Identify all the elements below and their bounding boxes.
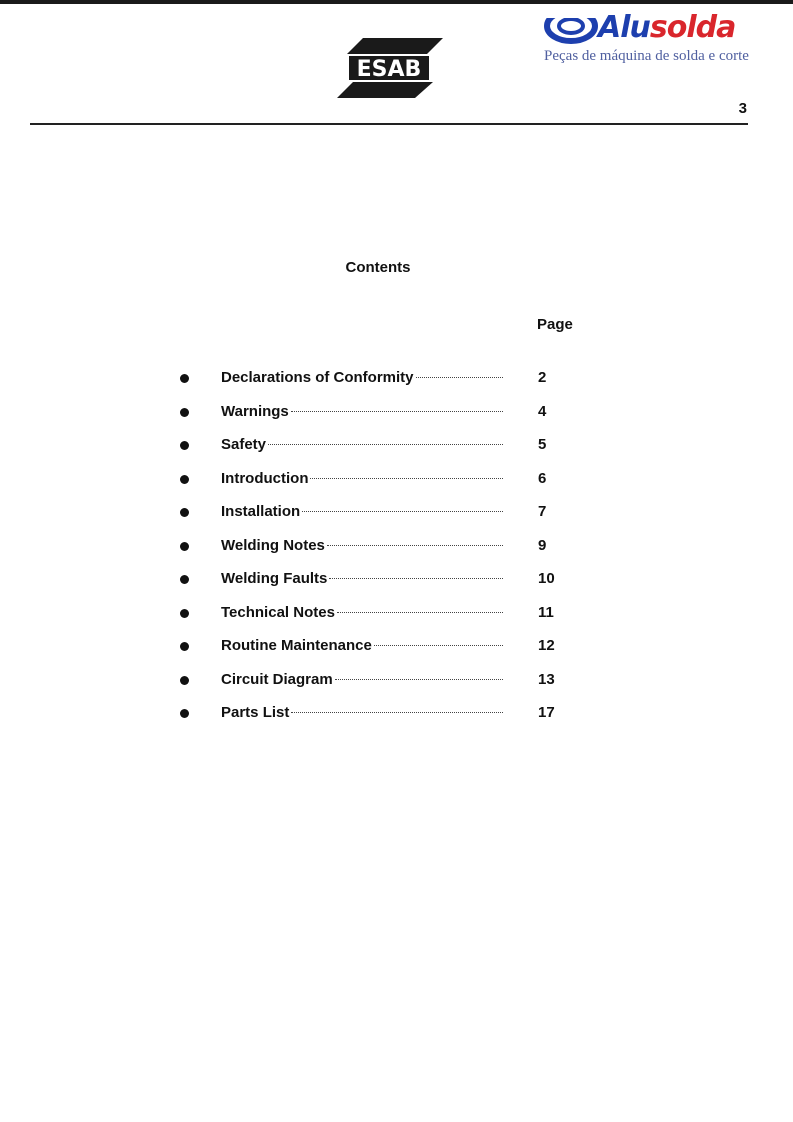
- toc-page-number: 11: [538, 603, 554, 621]
- toc-entry: [0, 400, 793, 434]
- esab-logo: [335, 38, 445, 100]
- toc-link-welding-faults[interactable]: [221, 567, 503, 591]
- toc-link-circuit-diagram[interactable]: [221, 668, 503, 692]
- toc-entry: [0, 668, 793, 702]
- bullet-icon: [180, 441, 189, 450]
- alusolda-name-part-2: solda: [649, 10, 736, 45]
- toc-leader: [374, 644, 503, 646]
- contents-title: Contents: [345, 259, 411, 276]
- toc-page-number: 6: [538, 469, 547, 487]
- toc-entry: [0, 634, 793, 668]
- alusolda-name-part-1: Alu: [598, 10, 650, 45]
- toc-entry: [0, 500, 793, 534]
- toc-leader: [416, 376, 503, 378]
- toc-leader: [291, 410, 503, 412]
- toc-label: Circuit Diagram: [221, 670, 333, 688]
- toc-label: Technical Notes: [221, 603, 335, 621]
- toc-page-number: 7: [538, 503, 547, 520]
- toc-page-number: 2: [538, 369, 547, 386]
- toc-link-welding-notes[interactable]: [221, 534, 503, 558]
- toc-leader: [327, 544, 503, 546]
- bullet-icon: [180, 508, 189, 517]
- toc-label: Introduction: [221, 469, 309, 487]
- toc-page-number: 5: [538, 436, 547, 453]
- toc-link-installation[interactable]: [221, 500, 503, 524]
- bullet-icon: [180, 709, 189, 718]
- bullet-icon: [180, 542, 189, 551]
- toc-entry: [0, 366, 793, 400]
- toc-link-safety[interactable]: [221, 433, 503, 457]
- toc-entry: [0, 567, 793, 601]
- toc-leader: [329, 577, 503, 579]
- toc-leader: [268, 443, 503, 445]
- toc-link-parts-list[interactable]: [221, 701, 503, 725]
- toc-leader: [335, 678, 503, 680]
- toc-label: Parts List: [221, 704, 290, 721]
- toc-label: Safety: [221, 436, 267, 453]
- alusolda-tagline: Peças de máquina de solda e corte: [544, 48, 749, 64]
- page-number: 3: [738, 100, 747, 117]
- toc-leader: [337, 611, 503, 613]
- toc-label: Welding Notes: [221, 536, 325, 554]
- toc-entry: [0, 433, 793, 467]
- toc-label: Installation: [221, 503, 301, 520]
- toc-link-warnings[interactable]: [221, 400, 503, 424]
- bullet-icon: [180, 575, 189, 584]
- toc-leader: [310, 477, 503, 479]
- bullet-icon: [180, 408, 189, 417]
- alusolda-swoosh-icon: [544, 6, 598, 46]
- toc-label: Declarations of Conformity: [221, 369, 414, 386]
- toc-link-introduction[interactable]: [221, 467, 503, 491]
- toc-page-number: 4: [538, 402, 547, 420]
- bullet-icon: [180, 609, 189, 618]
- toc-entry: [0, 701, 793, 735]
- toc-page-number: 13: [538, 670, 555, 688]
- page-column-header: Page: [537, 316, 573, 333]
- bullet-icon: [180, 374, 189, 383]
- toc-page-number: 17: [538, 704, 555, 721]
- alusolda-name: [598, 8, 735, 48]
- toc-page-number: 9: [538, 536, 547, 554]
- toc-link-declarations-of-conformity[interactable]: [221, 366, 503, 390]
- toc-entry: [0, 467, 793, 501]
- toc-list: [0, 366, 793, 735]
- toc-page-number: 12: [538, 637, 555, 654]
- bullet-icon: [180, 676, 189, 685]
- bullet-icon: [180, 642, 189, 651]
- toc-page-number: 10: [538, 570, 555, 587]
- toc-label: Routine Maintenance: [221, 637, 372, 654]
- toc-label: Warnings: [221, 402, 289, 420]
- toc-link-routine-maintenance[interactable]: [221, 634, 503, 658]
- toc-label: Welding Faults: [221, 570, 328, 587]
- toc-leader: [302, 510, 503, 512]
- toc-entry: [0, 601, 793, 635]
- toc-leader: [291, 711, 503, 713]
- header-rule: [30, 123, 748, 125]
- esab-logo-text: ESAB: [356, 57, 422, 82]
- alusolda-logo: [540, 4, 749, 68]
- toc-entry: [0, 534, 793, 568]
- toc-link-technical-notes[interactable]: [221, 601, 503, 625]
- bullet-icon: [180, 475, 189, 484]
